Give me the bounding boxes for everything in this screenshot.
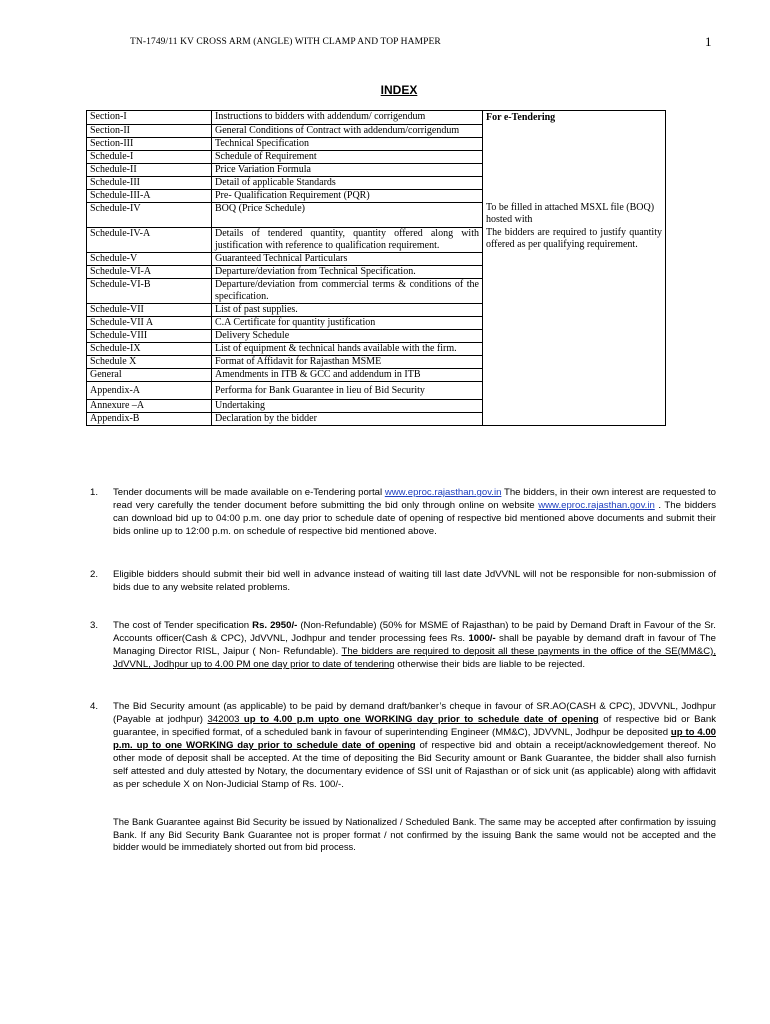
paragraph-2 — [90, 568, 716, 594]
note-cell — [483, 329, 666, 342]
section-cell: Schedule-III — [87, 176, 212, 189]
paragraph-1 — [90, 486, 716, 538]
description-cell: Declaration by the bidder — [212, 412, 483, 425]
paragraph-text — [113, 619, 716, 671]
description-cell: Delivery Schedule — [212, 329, 483, 342]
note-cell — [483, 342, 666, 355]
note-cell — [483, 381, 666, 399]
deadline-emphasis: up to 4.00 p.m. up to one WORKING day prior to schedule date of opening — [113, 727, 716, 751]
description-cell: List of equipment & technical hands available with the firm. — [212, 342, 483, 355]
text-run: (Non-Refundable) (50% for MSME of Rajasthan) to be paid by Demand Draft in Favour of the Sr. Accounts officer(Cash & CPC), JdVVNL, Jodhpur and tender processing fees Rs. — [113, 620, 716, 644]
text-run: . The bidders can download bid up to 04:00 p.m. one day prior to schedule date of opening of respective bid mentioned above documents and submit their bids online up to 12:00 p.m. on schedule of respective bid mentioned above. — [113, 500, 716, 537]
table-row — [87, 329, 666, 342]
description-cell: Amendments in ITB & GCC and addendum in ITB — [212, 368, 483, 381]
text-run: Tender documents will be made available on e-Tendering portal — [113, 487, 385, 498]
page-number: 1 — [705, 34, 712, 49]
table-row — [87, 368, 666, 381]
note-cell — [483, 137, 666, 150]
table-row — [87, 227, 666, 252]
section-cell: Schedule X — [87, 355, 212, 368]
description-cell: General Conditions of Contract with addendum/corrigendum — [212, 124, 483, 137]
paragraph-text: Eligible bidders should submit their bid well in advance instead of waiting till last date JdVVNL will not be responsible for non-submission of bids due to any website related problems. — [113, 569, 716, 593]
paragraph-number: 3. — [90, 620, 99, 631]
paragraph-number: 4. — [90, 701, 99, 712]
note-cell — [483, 399, 666, 412]
section-cell: Schedule-VI-B — [87, 278, 212, 303]
text-run: otherwise their bids are liable to be rejected. — [394, 659, 585, 670]
note-cell — [483, 265, 666, 278]
description-cell: Format of Affidavit for Rajasthan MSME — [212, 355, 483, 368]
note-cell — [483, 189, 666, 202]
note-cell — [483, 303, 666, 316]
note-cell — [483, 252, 666, 265]
tender-cost-amount: Rs. 2950/- — [252, 620, 298, 631]
eproc-website-link[interactable]: www.eproc.rajasthan.gov.in — [538, 500, 655, 511]
section-cell: Schedule-VII A — [87, 316, 212, 329]
text-run: shall be payable by demand draft in favour of The Managing Director RISL, Jaipur ( Non- Refundable). — [113, 633, 717, 657]
table-row — [87, 316, 666, 329]
note-cell — [483, 368, 666, 381]
deadline-emphasis: up to 4.00 p.m upto one WORKING day prior to schedule date of opening — [239, 714, 599, 725]
paragraph-3 — [90, 619, 716, 671]
note-cell — [483, 176, 666, 189]
table-row — [87, 278, 666, 303]
processing-fee-amount: 1000/- — [468, 633, 496, 644]
section-cell: Section-II — [87, 124, 212, 137]
section-cell: Section-I — [87, 111, 212, 125]
description-cell: Departure/deviation from commercial terms & conditions of the specification. — [212, 278, 483, 303]
section-cell: Annexure –A — [87, 399, 212, 412]
index-title — [0, 83, 770, 97]
description-cell: C.A Certificate for quantity justification — [212, 316, 483, 329]
text-run: The bidders, in their own interest are requested to read very carefully the tender document before submitting the bid only through online on website — [113, 487, 716, 511]
description-cell: Instructions to bidders with addendum/ corrigendum — [212, 111, 483, 125]
table-row — [87, 111, 666, 125]
text-run: The cost of Tender specification — [113, 620, 253, 631]
description-cell: Pre- Qualification Requirement (PQR) — [212, 189, 483, 202]
document-header-title: TN-1749/11 KV CROSS ARM (ANGLE) WITH CLAMP AND TOP HAMPER — [130, 37, 441, 47]
section-cell: Schedule-VI-A — [87, 265, 212, 278]
description-cell: Guaranteed Technical Particulars — [212, 252, 483, 265]
table-row — [87, 355, 666, 368]
table-row — [87, 150, 666, 163]
table-row — [87, 303, 666, 316]
description-cell: Performa for Bank Guarantee in lieu of Bid Security — [212, 381, 483, 399]
description-cell: Schedule of Requirement — [212, 150, 483, 163]
paragraph-number: 1. — [90, 487, 99, 498]
text-run: of respective bid or Bank guarantee, in specified format, of a scheduled bank in favour of superintending Engineer (MM&C), JDVVNL, Jodhpur be deposited — [113, 714, 717, 738]
index-title-text: INDEX — [380, 83, 418, 97]
description-cell: Details of tendered quantity, quantity offered along with justification with reference to qualification requirement. — [212, 227, 483, 252]
description-cell: BOQ (Price Schedule) — [212, 202, 483, 227]
paragraph-text — [113, 486, 716, 538]
section-cell: Schedule-III-A — [87, 189, 212, 202]
note-cell — [483, 163, 666, 176]
description-cell: Undertaking — [212, 399, 483, 412]
description-cell: Detail of applicable Standards — [212, 176, 483, 189]
note-cell: To be filled in attached MSXL file (BOQ) hosted with — [483, 202, 666, 227]
note-cell — [483, 124, 666, 137]
deposit-deadline-text: The bidders are required to deposit all these payments in the office of the SE(MM&C), JdVVNL, Jodhpur up to 4.00 PM one day prior to date of tendering — [113, 646, 716, 670]
pin-code: 342003 — [207, 714, 240, 725]
paragraph-4 — [90, 700, 716, 791]
table-row — [87, 252, 666, 265]
paragraph-number: 2. — [90, 569, 99, 580]
table-row — [87, 137, 666, 150]
note-cell: For e-Tendering — [483, 111, 666, 125]
paragraph-text: The Bank Guarantee against Bid Security be issued by Nationalized / Scheduled Bank. The same may be accepted after confirmation by issuing Bank. If any Bid Security Bank Guarantee not is proper format / not confirmed by the issuing Bank the same would not be accepted and the bidder would be immediately shorted out from bid process. — [113, 816, 716, 852]
section-cell: Schedule-II — [87, 163, 212, 176]
table-row — [87, 412, 666, 425]
note-cell: The bidders are required to justify quantity offered as per qualifying requirement. — [483, 227, 666, 252]
index-table — [86, 110, 666, 426]
section-cell: Appendix-B — [87, 412, 212, 425]
table-row — [87, 399, 666, 412]
section-cell: Section-III — [87, 137, 212, 150]
section-cell: Schedule-I — [87, 150, 212, 163]
table-row — [87, 189, 666, 202]
text-run: The Bid Security amount (as applicable) to be paid by demand draft/banker’s cheque in favour of SR.AO(CASH & CPC), JDVVNL, Jodhpur (Payable at jodhpur) — [113, 701, 716, 725]
table-row — [87, 202, 666, 227]
paragraph-text — [113, 700, 716, 791]
note-cell — [483, 412, 666, 425]
section-cell: Schedule-IX — [87, 342, 212, 355]
description-cell: Price Variation Formula — [212, 163, 483, 176]
table-row — [87, 265, 666, 278]
note-cell — [483, 150, 666, 163]
description-cell: Technical Specification — [212, 137, 483, 150]
section-cell: Schedule-IV-A — [87, 227, 212, 252]
eproc-portal-link[interactable]: www.eproc.rajasthan.gov.in — [384, 487, 502, 498]
note-cell — [483, 355, 666, 368]
description-cell: Departure/deviation from Technical Specification. — [212, 265, 483, 278]
paragraph-5 — [90, 816, 716, 854]
note-cell — [483, 316, 666, 329]
section-cell: Schedule-IV — [87, 202, 212, 227]
table-row — [87, 342, 666, 355]
table-row — [87, 176, 666, 189]
section-cell: Schedule-VII — [87, 303, 212, 316]
text-run: of respective bid and obtain a receipt/acknowledgement thereof. No other mode of deposit shall be accepted. At the time of depositing the Bid Security amount or Bank Guarantee, the bidder shall also furnish self attested and duly attested by Notary, the documentary evidence of SSI unit of Rajasthan or of sick unit (as applicable) along with affidavit as per schedule X on Non-Judicial Stamp of Rs. 100/-. — [113, 740, 716, 790]
description-cell: List of past supplies. — [212, 303, 483, 316]
section-cell: Schedule-VIII — [87, 329, 212, 342]
section-cell: Appendix-A — [87, 381, 212, 399]
section-cell: Schedule-V — [87, 252, 212, 265]
section-cell: General — [87, 368, 212, 381]
table-row — [87, 381, 666, 399]
note-cell — [483, 278, 666, 303]
table-row — [87, 124, 666, 137]
table-row — [87, 163, 666, 176]
